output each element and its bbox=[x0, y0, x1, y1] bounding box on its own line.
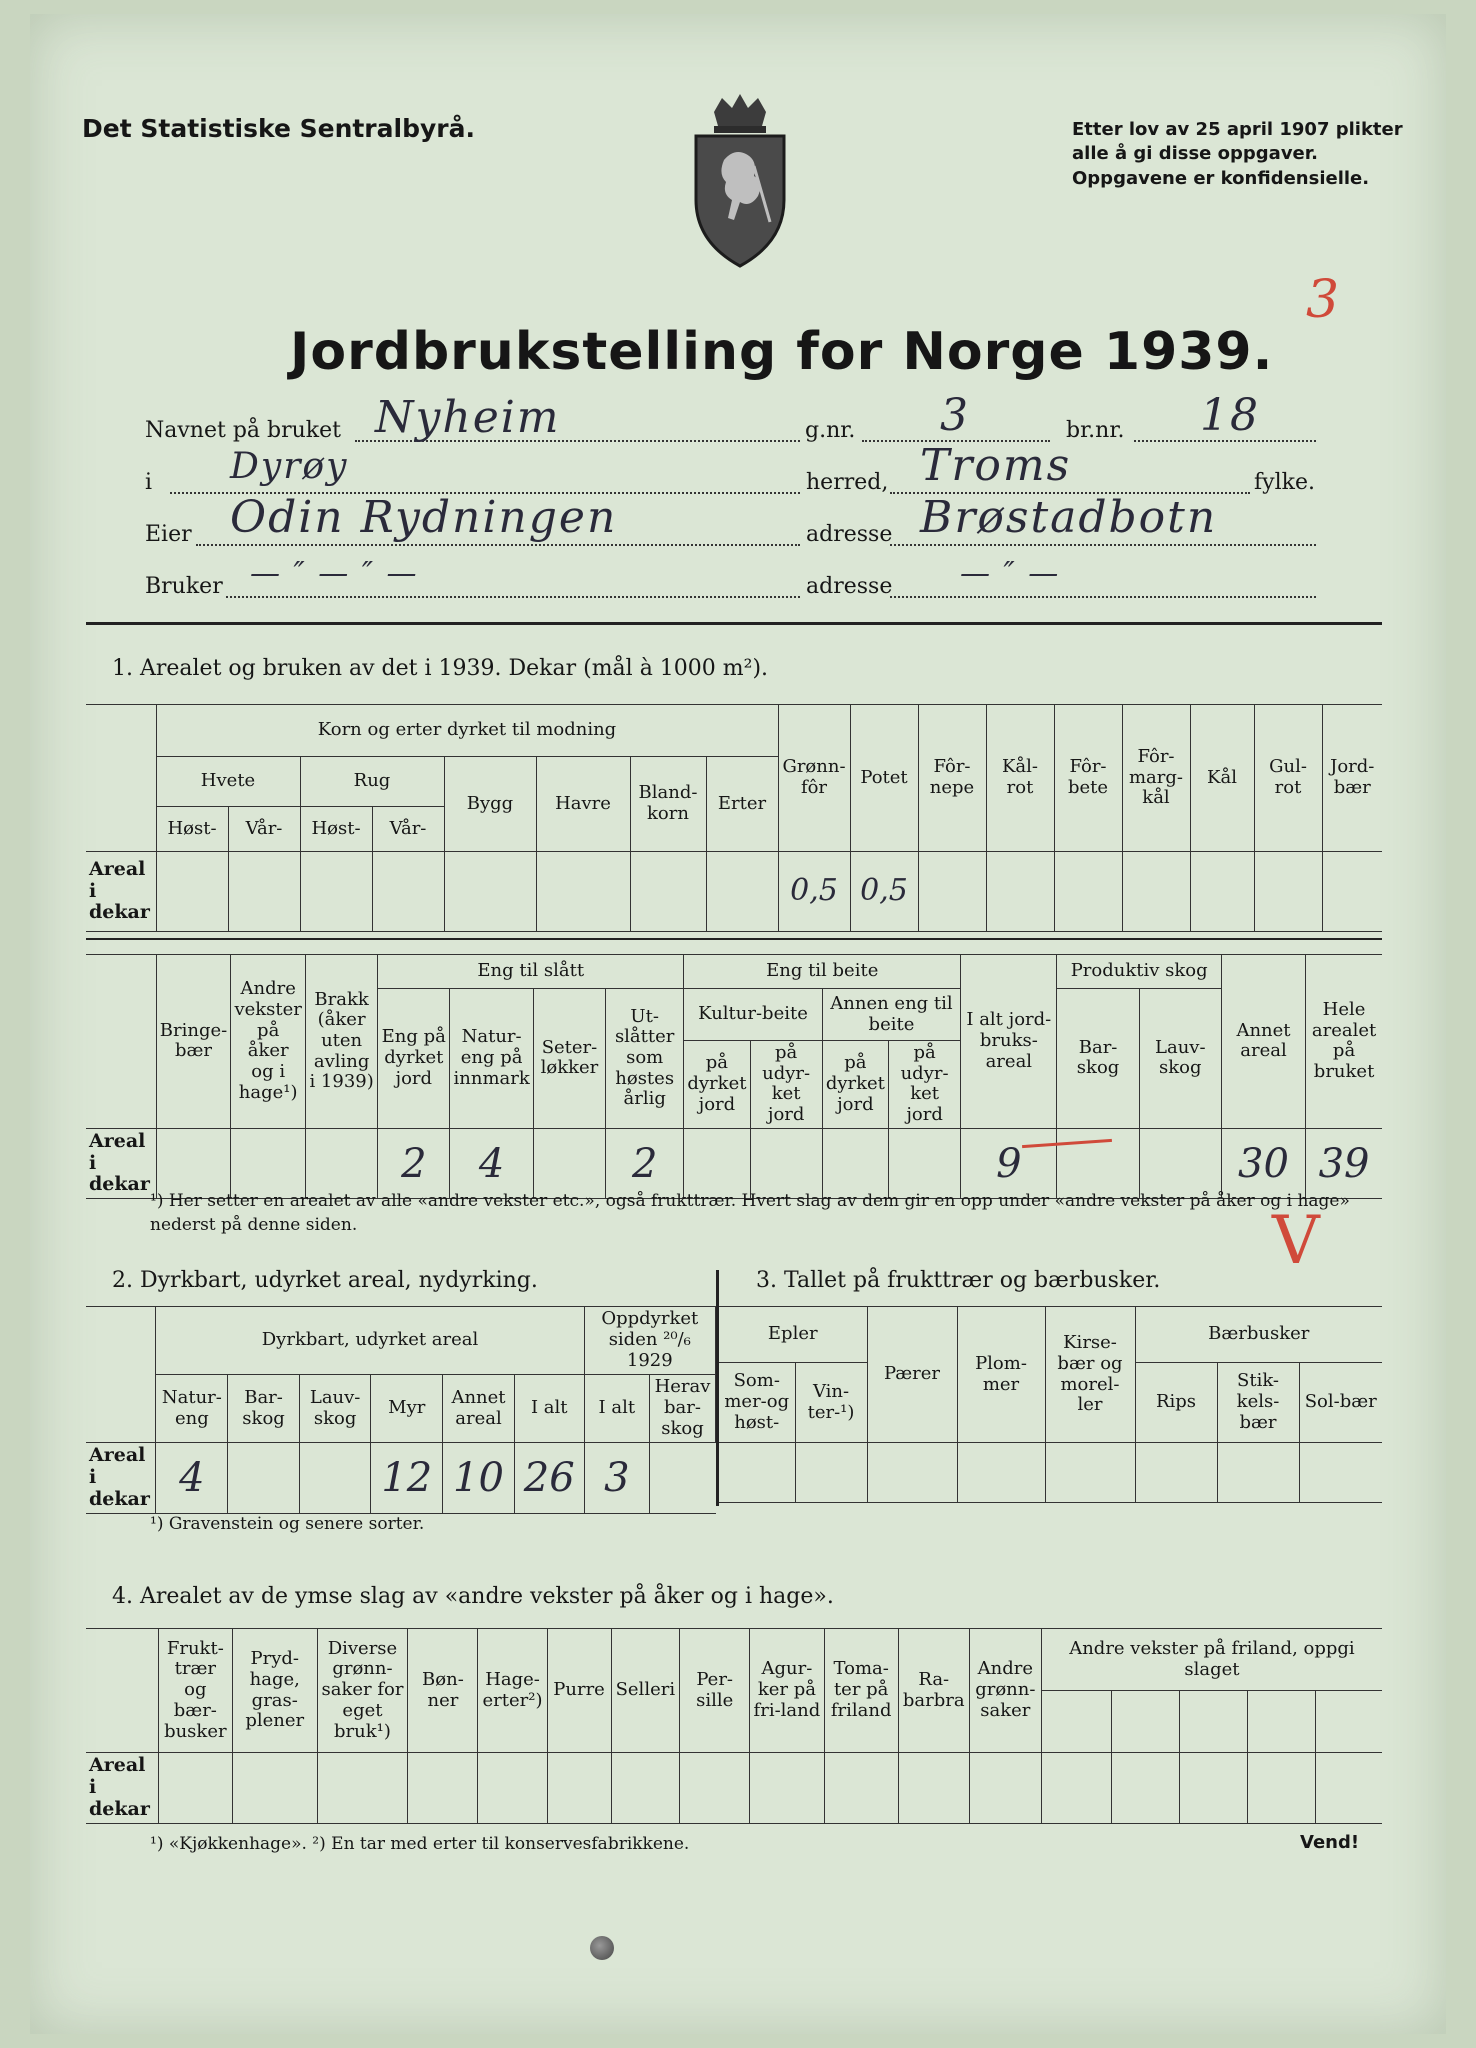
col-potet: Potet bbox=[850, 705, 918, 852]
user-address-label: adresse bbox=[806, 574, 893, 599]
col-tomater: Toma-ter på friland bbox=[824, 1629, 898, 1753]
col-vinter-epler: Vin-ter-¹) bbox=[795, 1363, 867, 1443]
oppdyrket-header: Oppdyrket siden ²⁰/₆ 1929 bbox=[584, 1307, 715, 1375]
value-gronnfor: 0,5 bbox=[790, 873, 838, 909]
farm-label: Navnet på bruket bbox=[145, 418, 341, 443]
col-barskog: Bar-skog bbox=[1057, 989, 1139, 1129]
gnr-value: 3 bbox=[940, 390, 970, 441]
col-annet-areal: Annet areal bbox=[1221, 955, 1305, 1129]
col-utslatter: Ut-slåtter som høstes årlig bbox=[606, 989, 684, 1129]
owner-value: Odin Rydningen bbox=[230, 492, 618, 543]
dyrkbart-header: Dyrkbart, udyrket areal bbox=[156, 1307, 584, 1375]
section3-heading: 3. Tallet på frukttrær og bærbusker. bbox=[756, 1268, 1161, 1293]
col-selleri: Selleri bbox=[611, 1629, 680, 1753]
owner-label: Eier bbox=[145, 522, 192, 547]
col-gronnfor: Grønn-fôr bbox=[778, 705, 850, 852]
col-annet-2: Annet areal bbox=[443, 1375, 515, 1443]
col-prydhage: Pryd-hage, gras-plener bbox=[232, 1629, 317, 1753]
col-hageerter: Hage-erter²) bbox=[478, 1629, 547, 1753]
section2-heading: 2. Dyrkbart, udyrket areal, nydyrking. bbox=[112, 1268, 538, 1293]
col-hele-arealet: Hele arealet på bruket bbox=[1306, 955, 1382, 1129]
col-kirsebaer: Kirse-bær og morel-ler bbox=[1045, 1307, 1135, 1443]
col-rug: Rug bbox=[300, 757, 444, 807]
col-annen-dyrket: på dyrket jord bbox=[822, 1041, 888, 1129]
col-jordbaer: Jord-bær bbox=[1322, 705, 1382, 852]
andre-vekster-friland-header: Andre vekster på friland, oppgi slaget bbox=[1041, 1629, 1382, 1691]
col-rug-host: Høst- bbox=[300, 806, 372, 851]
legal-notice: Etter lov av 25 april 1907 plikter alle å gi disse oppgaver. Oppgavene er konfidensielle. bbox=[1072, 119, 1403, 189]
col-barskog-2: Bar-skog bbox=[228, 1375, 299, 1443]
value-annet: 10 bbox=[453, 1454, 504, 1501]
col-ialt-oppdyrket: I alt bbox=[584, 1375, 649, 1443]
value-myr: 12 bbox=[381, 1454, 433, 1501]
red-tick: V bbox=[1272, 1202, 1320, 1279]
col-hvete-host: Høst- bbox=[156, 806, 228, 851]
row-label-areal: Areal i dekar bbox=[86, 1443, 156, 1514]
owner-address-label: adresse bbox=[806, 522, 893, 547]
col-kal: Kål bbox=[1190, 705, 1254, 852]
brnr-label: br.nr. bbox=[1066, 418, 1125, 443]
gnr-label: g.nr. bbox=[805, 418, 856, 443]
col-kultur-udyrket: på udyr-ket jord bbox=[750, 1041, 822, 1129]
value-eng-dyrket: 2 bbox=[401, 1140, 427, 1187]
col-naturenginnmark: Natur-eng på innmark bbox=[450, 989, 533, 1129]
col-frukttraer: Frukt-trær og bær-busker bbox=[158, 1629, 232, 1753]
baerbusker-header: Bærbusker bbox=[1135, 1307, 1382, 1363]
value-annet-areal: 30 bbox=[1238, 1140, 1289, 1187]
col-andre-gronnsaker: Andre grønn-saker bbox=[969, 1629, 1041, 1753]
value-ialt-oppdyrket: 3 bbox=[604, 1454, 630, 1501]
municipality-value: Dyrøy bbox=[230, 446, 349, 487]
col-diverse-gronnsaker: Diverse grønn-saker for eget bruk¹) bbox=[317, 1629, 408, 1753]
divider bbox=[86, 622, 1382, 625]
col-hvete: Hvete bbox=[156, 757, 300, 807]
section4-footnote: ¹) «Kjøkkenhage». ²) En tar med erter til konservesfabrikkene. bbox=[150, 1834, 690, 1854]
col-paerer: Pærer bbox=[867, 1307, 957, 1443]
col-bygg: Bygg bbox=[444, 757, 536, 852]
county-value: Troms bbox=[920, 440, 1072, 491]
section1-footnote: ¹) Her setter en arealet av alle «andre vekster etc.», også frukttrær. Hvert slag av dem gir en opp under «andre vekster på åker og i hage» nederst på denne siden. bbox=[150, 1191, 1350, 1235]
col-lauvskog-2: Lauv-skog bbox=[299, 1375, 371, 1443]
col-gulrot: Gul-rot bbox=[1254, 705, 1322, 852]
eng-slatt-header: Eng til slått bbox=[378, 955, 684, 989]
page-title: Jordbrukstelling for Norge 1939. bbox=[290, 322, 1274, 382]
col-ialt-2: I alt bbox=[514, 1375, 584, 1443]
col-natureng: Natur-eng bbox=[156, 1375, 228, 1443]
section2-footnote: ¹) Gravenstein og senere sorter. bbox=[150, 1514, 425, 1534]
grain-group-header: Korn og erter dyrket til modning bbox=[156, 705, 778, 757]
col-blandkorn: Bland-korn bbox=[630, 757, 706, 852]
row-label-areal: Areal i dekar bbox=[86, 1753, 158, 1824]
row-label-areal: Areal i dekar bbox=[86, 1128, 156, 1199]
herred-label: herred, bbox=[806, 470, 889, 495]
value-naturenginnmark: 4 bbox=[478, 1140, 505, 1187]
table-cultivable-area bbox=[86, 1306, 716, 1514]
col-andre-vekster: Andre vekster på åker og i hage¹) bbox=[231, 955, 306, 1129]
col-kultur-dyrket: på dyrket jord bbox=[684, 1041, 750, 1129]
col-ialt-jord: I alt jord-bruks-areal bbox=[961, 955, 1057, 1129]
table-other-crops bbox=[86, 1628, 1382, 1824]
punch-hole bbox=[590, 1936, 614, 1960]
col-myr: Myr bbox=[371, 1375, 443, 1443]
farm-value: Nyheim bbox=[375, 392, 561, 443]
epler-header: Epler bbox=[719, 1307, 867, 1363]
col-sommer-epler: Som-mer-og høst- bbox=[719, 1363, 795, 1443]
col-bringebaer: Bringe-bær bbox=[156, 955, 231, 1129]
col-bonner: Bøn-ner bbox=[408, 1629, 478, 1753]
col-agurker: Agur-ker på fri-land bbox=[750, 1629, 824, 1753]
agency-name: Det Statistiske Sentralbyrå. bbox=[82, 114, 475, 143]
value-ialt-jord: 9 bbox=[996, 1140, 1022, 1187]
value-utslatter: 2 bbox=[631, 1140, 658, 1187]
col-fornepe: Fôr-nepe bbox=[918, 705, 986, 852]
coat-of-arms-icon bbox=[684, 90, 796, 270]
table-fruit-trees bbox=[719, 1306, 1382, 1503]
col-solbaer: Sol-bær bbox=[1299, 1363, 1382, 1443]
owner-address-value: Brøstadbotn bbox=[920, 492, 1218, 543]
col-rips: Rips bbox=[1135, 1363, 1217, 1443]
col-purre: Purre bbox=[547, 1629, 611, 1753]
table-area-use-1 bbox=[86, 704, 1382, 932]
brnr-value: 18 bbox=[1200, 390, 1260, 441]
col-erter: Erter bbox=[706, 757, 778, 852]
value-potet: 0,5 bbox=[860, 873, 908, 909]
user-address-value: — ″ — bbox=[960, 556, 1061, 591]
col-seterlokker: Seter-løkker bbox=[533, 989, 605, 1129]
prod-skog-header: Produktiv skog bbox=[1057, 955, 1221, 989]
vend-label: Vend! bbox=[1300, 1832, 1360, 1853]
col-rabarbra: Ra-barbra bbox=[898, 1629, 969, 1753]
in-label: i bbox=[145, 470, 153, 495]
col-herav-barskog: Herav bar-skog bbox=[650, 1375, 716, 1443]
col-hvete-var: Vår- bbox=[228, 806, 300, 851]
row-label-areal: Areal i dekar bbox=[86, 852, 156, 932]
table-area-use-2 bbox=[86, 954, 1382, 1199]
col-lauvskog: Lauv-skog bbox=[1139, 989, 1221, 1129]
col-plommer: Plom-mer bbox=[957, 1307, 1045, 1443]
user-value: — ″ — ″ — bbox=[250, 556, 419, 591]
col-annen-udyrket: på udyr-ket jord bbox=[889, 1041, 961, 1129]
eng-beite-header: Eng til beite bbox=[684, 955, 961, 989]
col-havre: Havre bbox=[536, 757, 630, 852]
section4-heading: 4. Arealet av de ymse slag av «andre vekster på åker og i hage». bbox=[112, 1584, 834, 1609]
section1-heading: 1. Arealet og bruken av det i 1939. Dekar (mål à 1000 m²). bbox=[112, 656, 769, 681]
fylke-label: fylke. bbox=[1254, 470, 1315, 495]
col-forbete: Fôr-bete bbox=[1054, 705, 1122, 852]
value-natureng: 4 bbox=[179, 1454, 205, 1501]
value-ialt: 26 bbox=[523, 1454, 575, 1501]
kulturbeite-header: Kultur-beite bbox=[684, 989, 822, 1041]
value-hele-arealet: 39 bbox=[1318, 1140, 1370, 1187]
col-eng-dyrket: Eng på dyrket jord bbox=[378, 989, 450, 1129]
user-label: Bruker bbox=[145, 574, 223, 599]
col-formargkal: Fôr-marg-kål bbox=[1122, 705, 1190, 852]
col-rug-var: Vår- bbox=[372, 806, 444, 851]
col-brakk: Brakk (åker uten avling i 1939) bbox=[306, 955, 378, 1129]
col-stikkelsbaer: Stik-kels-bær bbox=[1217, 1363, 1299, 1443]
col-persille: Per-sille bbox=[680, 1629, 750, 1753]
corner-mark: 3 bbox=[1306, 270, 1340, 330]
col-kalrot: Kål-rot bbox=[986, 705, 1054, 852]
annen-eng-header: Annen eng til beite bbox=[822, 989, 960, 1041]
